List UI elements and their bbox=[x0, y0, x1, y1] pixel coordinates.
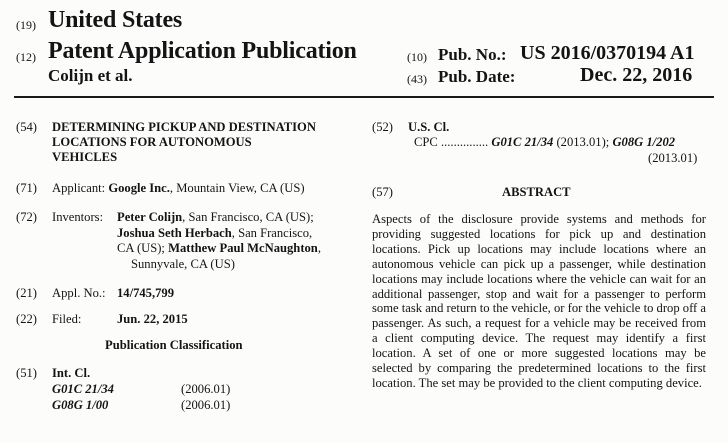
inid-code-43: (43) bbox=[407, 72, 427, 86]
cpc-class-1: G01C 21/34 bbox=[491, 135, 554, 149]
publication-type-title: Patent Application Publication bbox=[48, 38, 357, 64]
cpc-year-1: (2013.01); bbox=[556, 135, 610, 149]
header-divider bbox=[14, 96, 714, 98]
abstract-text: Aspects of the disclosure provide systems and methods for providing suggested locations for pick up and destination locations. Pick up locations may include locations where an autonomous vehicle can pick up a passenger, while destination locations may include locations where the vehicle can wait for an additional passenger, stop and wait for a passenger to perform some task and return to the vehicle, or for the vehicle to drop off a passenger. As such, a request for a vehicle may be received from a client computing device. The request may identify a first location. A set of one or more suggested locations may be selected by comparing the predetermined locations to the first location. The set may be provided to the client computing device. bbox=[372, 212, 706, 390]
inventors-label: Inventors: bbox=[52, 210, 104, 224]
inventor-1-name: Peter Colijn bbox=[117, 210, 183, 224]
cpc-dots: ............... bbox=[440, 135, 489, 149]
inid-code-22: (22) bbox=[16, 312, 37, 326]
int-cl-class-row: G08G 1/00 bbox=[52, 398, 109, 412]
inventor-3-location: Sunnyvale, CA (US) bbox=[131, 257, 235, 271]
abstract-heading: ABSTRACT bbox=[502, 185, 571, 199]
inid-code-57: (57) bbox=[372, 185, 393, 199]
pub-number: US 2016/0370194 A1 bbox=[520, 42, 695, 64]
invention-title-line2: LOCATIONS FOR AUTONOMOUS bbox=[52, 135, 252, 149]
us-cl-label: U.S. Cl. bbox=[408, 120, 450, 134]
pub-date-label: Pub. Date: bbox=[438, 67, 516, 86]
inid-code-71: (71) bbox=[16, 181, 37, 195]
int-cl-class-row: G01C 21/34 bbox=[52, 382, 114, 396]
pub-date: Dec. 22, 2016 bbox=[580, 64, 693, 86]
appl-no-label: Appl. No.: bbox=[52, 286, 106, 300]
inid-code-19: (19) bbox=[16, 18, 36, 32]
inventor-2-location: , San Francisco, bbox=[231, 226, 313, 240]
int-cl-label: Int. Cl. bbox=[52, 366, 91, 380]
inid-code-12: (12) bbox=[16, 50, 36, 64]
inventor-2-location-cont: CA (US); bbox=[117, 241, 169, 255]
applicant-entry bbox=[52, 181, 305, 196]
appl-no-value: 14/745,799 bbox=[117, 286, 175, 300]
inid-code-52: (52) bbox=[372, 120, 393, 134]
int-cl-year-row: (2006.01) bbox=[181, 382, 231, 396]
inventors-short: Colijn et al. bbox=[48, 66, 133, 85]
cpc-line bbox=[414, 135, 675, 150]
pub-no-label: Pub. No.: bbox=[438, 45, 507, 64]
cpc-year-2: (2013.01) bbox=[648, 151, 698, 165]
filed-label: Filed: bbox=[52, 312, 82, 326]
inid-code-10: (10) bbox=[407, 50, 427, 64]
country-title: United States bbox=[48, 7, 183, 33]
invention-title-line1: DETERMINING PICKUP AND DESTINATION bbox=[52, 120, 316, 134]
inventor-1-location: , San Francisco, CA (US); bbox=[182, 210, 314, 224]
filed-date: Jun. 22, 2015 bbox=[117, 312, 188, 326]
cpc-class-2: G08G 1/202 bbox=[612, 135, 676, 149]
inid-code-54: (54) bbox=[16, 120, 37, 134]
inid-code-21: (21) bbox=[16, 286, 37, 300]
inventor-2-name: Joshua Seth Herbach bbox=[117, 226, 232, 240]
invention-title-line3: VEHICLES bbox=[52, 150, 118, 164]
inventor-3-name: Matthew Paul McNaughton bbox=[168, 241, 318, 255]
publication-classification-heading: Publication Classification bbox=[105, 338, 243, 352]
int-cl-year-row: (2006.01) bbox=[181, 398, 231, 412]
cpc-label: CPC bbox=[414, 135, 438, 149]
inventor-3 bbox=[117, 241, 321, 256]
applicant-name: Google Inc. bbox=[108, 181, 170, 195]
inventor-1 bbox=[117, 210, 314, 225]
inid-code-51: (51) bbox=[16, 366, 37, 380]
applicant-label: Applicant: bbox=[52, 181, 106, 195]
inventor-3-comma: , bbox=[317, 241, 321, 255]
applicant-location: , Mountain View, CA (US) bbox=[169, 181, 305, 195]
inventor-2 bbox=[117, 226, 312, 241]
inid-code-72: (72) bbox=[16, 210, 37, 224]
